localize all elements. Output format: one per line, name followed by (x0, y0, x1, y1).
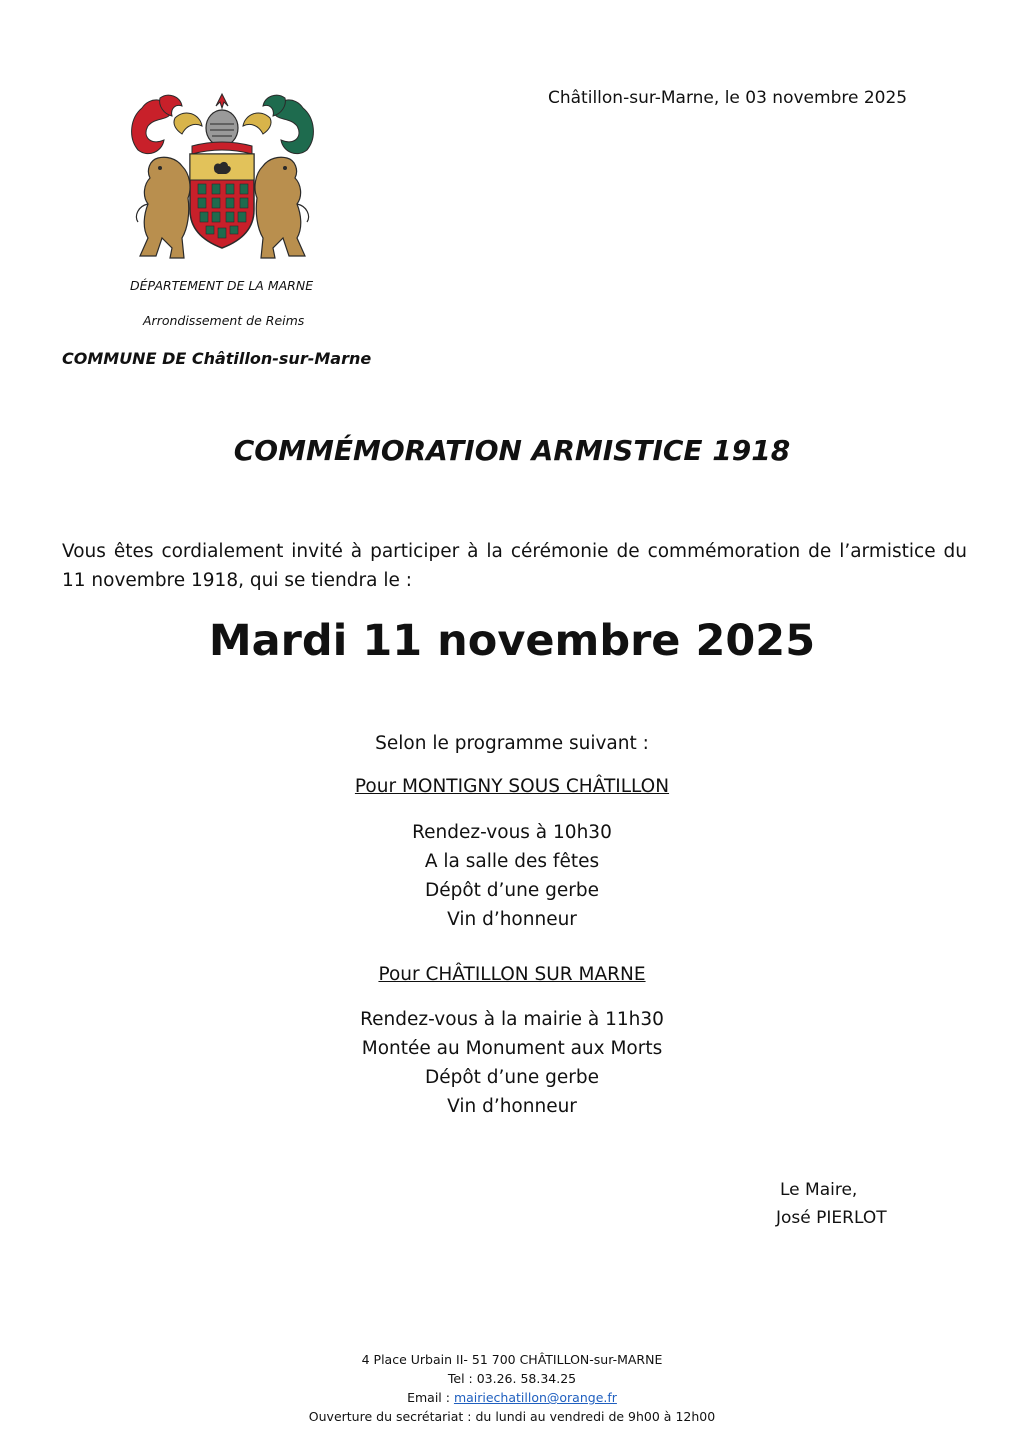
footer-address: 4 Place Urbain II- 51 700 CHÂTILLON-sur-MARNE (361, 1352, 663, 1367)
list-item: Montée au Monument aux Morts (361, 1038, 663, 1059)
list-item: A la salle des fêtes (424, 851, 600, 872)
footer-hours: Ouverture du secrétariat : du lundi au vendredi de 9h00 à 12h00 (308, 1409, 716, 1424)
footer (0, 1350, 1024, 1426)
list-item: Dépôt d’une gerbe (424, 880, 599, 901)
signature-name: José PIERLOT (776, 1208, 887, 1228)
program-heading-chatillon: Pour CHÂTILLON SUR MARNE (378, 964, 646, 985)
coat-of-arms-icon (120, 88, 325, 268)
page-title: COMMÉMORATION ARMISTICE 1918 (233, 434, 791, 467)
program-list-chatillon (0, 1005, 1024, 1121)
arrondissement-label: Arrondissement de Reims (143, 313, 305, 328)
list-item: Vin d’honneur (447, 909, 577, 930)
event-date: Mardi 11 novembre 2025 (208, 616, 816, 666)
signature-role: Le Maire, (780, 1180, 858, 1200)
program-intro: Selon le programme suivant : (375, 733, 649, 754)
program-list-montigny (0, 818, 1024, 934)
department-label: DÉPARTEMENT DE LA MARNE (130, 278, 314, 293)
footer-email-line (0, 1388, 1024, 1407)
place-date: Châtillon-sur-Marne, le 03 novembre 2025 (548, 88, 908, 108)
list-item: Rendez-vous à la mairie à 11h30 (360, 1009, 664, 1030)
program-heading-montigny: Pour MONTIGNY SOUS CHÂTILLON (354, 776, 670, 797)
footer-email-label: Email : (407, 1390, 454, 1405)
list-item: Dépôt d’une gerbe (424, 1067, 599, 1088)
email-link[interactable]: mairiechatillon@orange.fr (453, 1390, 617, 1405)
list-item: Vin d’honneur (447, 1096, 577, 1117)
list-item: Rendez-vous à 10h30 (412, 822, 612, 843)
footer-tel: Tel : 03.26. 58.34.25 (447, 1371, 577, 1386)
commune-label: COMMUNE DE Châtillon-sur-Marne (62, 349, 372, 368)
intro-paragraph: Vous êtes cordialement invité à participer à la cérémonie de commémoration de l’armistice du 11 novembre 1918, qui se tiendra le : (62, 541, 967, 591)
